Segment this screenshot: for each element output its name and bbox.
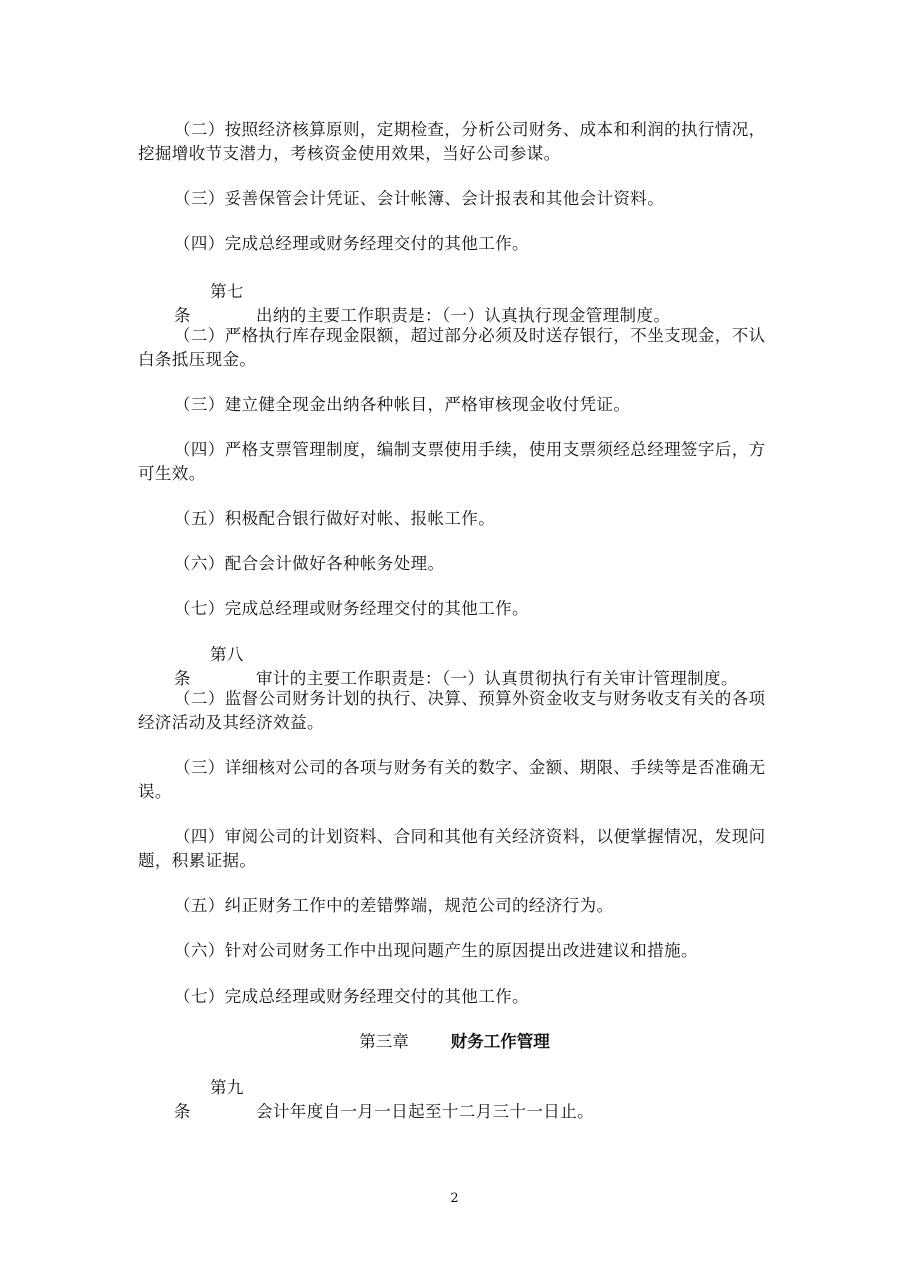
- paragraph-8-3: （三）详细核对公司的各项与财务有关的数字、金额、期限、手续等是否准确无误。: [138, 758, 766, 801]
- paragraph-6-2: （二）按照经济核算原则，定期检查，分析公司财务、成本和利润的执行情况，挖掘增收节支潜力，考核资金使用效果，当好公司参谋。: [138, 120, 766, 163]
- article-9: [138, 1076, 778, 1124]
- paragraph-8-5: （五）纠正财务工作中的差错弊端，规范公司的经济行为。: [174, 896, 614, 915]
- paragraph-8-6: （六）针对公司财务工作中出现问题产生的原因提出改进建议和措施。: [174, 941, 698, 960]
- chapter-number: 第三章: [359, 1032, 409, 1051]
- article-9-text: 会计年度自一月一日起至十二月三十一日止。: [256, 1102, 594, 1121]
- paragraph-6-4: （四）完成总经理或财务经理交付的其他工作。: [174, 234, 529, 253]
- article-8-label: 第八条: [174, 645, 244, 688]
- paragraph-7-2: （二）严格执行库存现金限额，超过部分必须及时送存银行，不坐支现金，不认白条抵压现金。: [138, 326, 766, 369]
- article-7: [138, 280, 778, 328]
- article-8-text: 审计的主要工作职责是：（一）认真贯彻执行有关审计管理制度。: [256, 669, 738, 688]
- article-7-text: 出纳的主要工作职责是：（一）认真执行现金管理制度。: [256, 306, 671, 325]
- article-9-label: 第九条: [174, 1078, 244, 1121]
- article-7-label: 第七条: [174, 282, 244, 325]
- page-number: 2: [450, 1191, 459, 1206]
- paragraph-7-3: （三）建立健全现金出纳各种帐目，严格审核现金收付凭证。: [174, 395, 631, 414]
- paragraph-7-7: （七）完成总经理或财务经理交付的其他工作。: [174, 599, 529, 618]
- paragraph-7-5: （五）积极配合银行做好对帐、报帐工作。: [174, 509, 496, 528]
- paragraph-8-4: （四）审阅公司的计划资料、合同和其他有关经济资料，以便掌握情况，发现问题，积累证据。: [138, 827, 766, 870]
- paragraph-8-2: （二）监督公司财务计划的执行、决算、预算外资金收支与财务收支有关的各项经济活动及其经济效益。: [138, 689, 766, 732]
- paragraph-7-6: （六）配合会计做好各种帐务处理。: [174, 554, 445, 573]
- paragraph-7-4: （四）严格支票管理制度，编制支票使用手续，使用支票须经总经理签字后，方可生效。: [138, 440, 766, 483]
- chapter-heading: [0, 1030, 909, 1054]
- article-8: [138, 643, 798, 691]
- chapter-title: 财务工作管理: [450, 1032, 550, 1051]
- paragraph-8-7: （七）完成总经理或财务经理交付的其他工作。: [174, 987, 529, 1006]
- paragraph-6-3: （三）妥善保管会计凭证、会计帐簿、会计报表和其他会计资料。: [174, 189, 665, 208]
